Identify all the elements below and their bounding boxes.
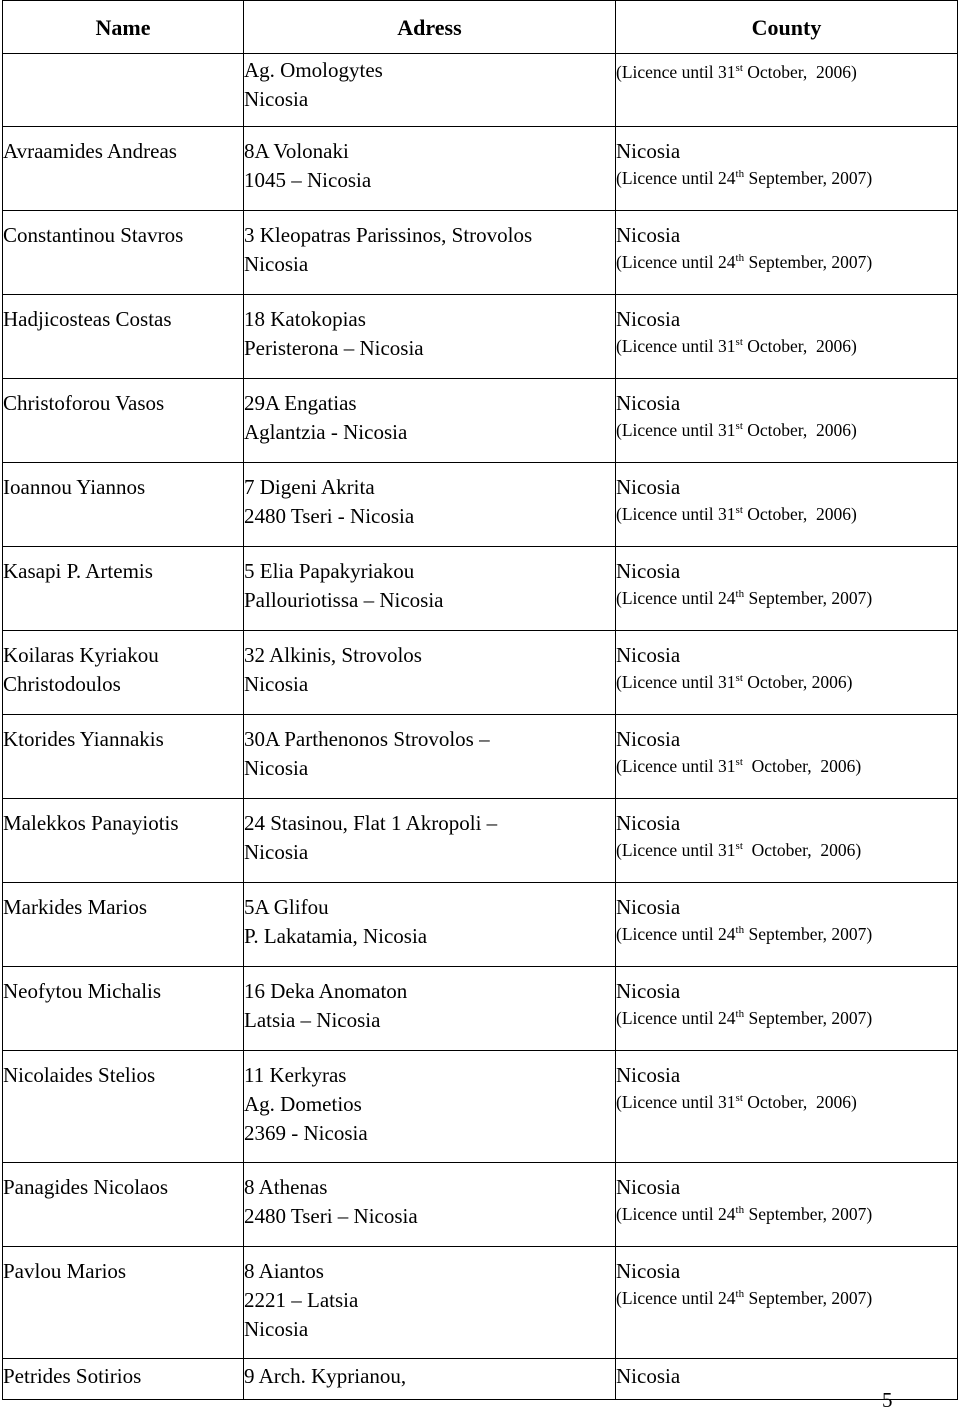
address-cell (244, 1051, 616, 1163)
address-line: 7 Digeni Akrita (244, 475, 375, 499)
table-row (3, 54, 958, 127)
address-line: Nicosia (244, 672, 309, 696)
name-line: Christoforou Vasos (3, 391, 165, 415)
table-row (3, 463, 958, 547)
licence-suffix: September, 2007) (744, 1204, 873, 1224)
table-row (3, 631, 958, 715)
header-row (3, 1, 958, 54)
licence-ordinal: st (735, 840, 743, 852)
licence-prefix: (Licence until 24 (616, 924, 736, 944)
county-cell (616, 379, 958, 463)
table-row (3, 127, 958, 211)
name-line: Markides Marios (3, 895, 148, 919)
county-cell (616, 211, 958, 295)
table-row (3, 211, 958, 295)
licence-note (616, 60, 957, 84)
licence-register-table (2, 0, 958, 1400)
table-body (3, 54, 958, 1400)
name-cell (3, 883, 244, 967)
county-cell (616, 715, 958, 799)
licence-suffix: September, 2007) (744, 588, 873, 608)
table-row (3, 799, 958, 883)
address-line: 32 Alkinis, Strovolos (244, 643, 422, 667)
licence-note (616, 922, 957, 946)
name-line: Ktorides Yiannakis (3, 727, 164, 751)
address-line: Ag. Dometios (244, 1092, 362, 1116)
address-cell (244, 631, 616, 715)
licence-prefix: (Licence until 24 (616, 1008, 736, 1028)
county-name: Nicosia (616, 643, 681, 667)
county-name: Nicosia (616, 559, 681, 583)
licence-prefix: (Licence until 31 (616, 756, 736, 776)
county-cell (616, 1247, 958, 1359)
address-line: 5A Glifou (244, 895, 329, 919)
county-cell (616, 1051, 958, 1163)
address-line: 11 Kerkyras (244, 1063, 347, 1087)
licence-suffix: September, 2007) (744, 1288, 873, 1308)
county-cell (616, 127, 958, 211)
licence-ordinal: st (735, 420, 743, 432)
licence-prefix: (Licence until 24 (616, 168, 736, 188)
county-name: Nicosia (616, 1364, 681, 1388)
licence-ordinal: th (735, 252, 745, 264)
table-row (3, 1359, 958, 1400)
licence-suffix: October, 2006) (742, 504, 857, 524)
address-cell (244, 463, 616, 547)
licence-prefix: (Licence until 31 (616, 840, 736, 860)
licence-suffix: October, 2006) (742, 420, 857, 440)
address-cell (244, 295, 616, 379)
licence-note (616, 1202, 957, 1226)
licence-ordinal: st (735, 336, 743, 348)
address-cell (244, 379, 616, 463)
licence-ordinal: th (735, 1288, 745, 1300)
table-row (3, 1163, 958, 1247)
address-line: 2369 - Nicosia (244, 1121, 368, 1145)
licence-note (616, 1286, 957, 1310)
name-line: Malekkos Panayiotis (3, 811, 179, 835)
county-name: Nicosia (616, 307, 681, 331)
name-line: Petrides Sotirios (3, 1364, 142, 1388)
name-line: Nicolaides Stelios (3, 1063, 156, 1087)
county-name: Nicosia (616, 895, 681, 919)
address-line: 2221 – Latsia (244, 1288, 359, 1312)
table-row (3, 379, 958, 463)
address-line: Nicosia (244, 87, 309, 111)
address-line: Ag. Omologytes (244, 58, 383, 82)
licence-prefix: (Licence until 31 (616, 504, 736, 524)
address-cell (244, 967, 616, 1051)
name-cell (3, 1359, 244, 1400)
address-line: 29A Engatias (244, 391, 357, 415)
licence-ordinal: st (735, 672, 743, 684)
licence-note (616, 250, 957, 274)
name-cell (3, 463, 244, 547)
table-row (3, 547, 958, 631)
name-cell (3, 379, 244, 463)
licence-prefix: (Licence until 24 (616, 588, 736, 608)
address-line: 8 Athenas (244, 1175, 328, 1199)
address-line: Nicosia (244, 840, 309, 864)
address-line: Nicosia (244, 252, 309, 276)
licence-suffix: September, 2007) (744, 924, 873, 944)
county-cell (616, 631, 958, 715)
licence-note (616, 754, 957, 778)
address-cell (244, 883, 616, 967)
licence-ordinal: th (735, 924, 745, 936)
address-line: Nicosia (244, 756, 309, 780)
name-cell (3, 211, 244, 295)
name-cell (3, 1247, 244, 1359)
name-cell (3, 127, 244, 211)
address-line: 2480 Tseri – Nicosia (244, 1204, 418, 1228)
address-cell (244, 54, 616, 127)
name-line: Constantinou Stavros (3, 223, 184, 247)
name-line: Ioannou Yiannos (3, 475, 146, 499)
address-line: Nicosia (244, 1317, 309, 1341)
name-cell (3, 547, 244, 631)
address-line: 8A Volonaki (244, 139, 349, 163)
address-line: 30A Parthenonos Strovolos – (244, 727, 490, 751)
county-cell (616, 547, 958, 631)
address-cell (244, 1163, 616, 1247)
address-cell (244, 715, 616, 799)
county-cell (616, 1163, 958, 1247)
page-number: 5 (882, 1388, 893, 1412)
licence-prefix: (Licence until 31 (616, 336, 736, 356)
county-name: Nicosia (616, 727, 681, 751)
licence-ordinal: st (735, 504, 743, 516)
county-name: Nicosia (616, 1175, 681, 1199)
licence-ordinal: th (735, 1008, 745, 1020)
address-line: 3 Kleopatras Parissinos, Strovolos (244, 223, 533, 247)
licence-suffix: October, 2006) (742, 756, 862, 776)
licence-prefix: (Licence until 31 (616, 1092, 736, 1112)
county-name: Nicosia (616, 139, 681, 163)
table-row (3, 295, 958, 379)
licence-note (616, 670, 957, 694)
licence-note (616, 838, 957, 862)
name-line: Kasapi P. Artemis (3, 559, 153, 583)
address-line: 9 Arch. Kyprianou, (244, 1364, 407, 1388)
header-name: Name (3, 1, 244, 54)
name-cell (3, 631, 244, 715)
licence-suffix: October, 2006) (742, 62, 857, 82)
licence-prefix: (Licence until 24 (616, 252, 736, 272)
county-name: Nicosia (616, 979, 681, 1003)
county-cell (616, 463, 958, 547)
address-line: 8 Aiantos (244, 1259, 324, 1283)
county-cell (616, 967, 958, 1051)
county-name: Nicosia (616, 811, 681, 835)
table-row (3, 1247, 958, 1359)
licence-ordinal: th (735, 588, 745, 600)
address-line: 1045 – Nicosia (244, 168, 372, 192)
licence-prefix: (Licence until 31 (616, 672, 736, 692)
licence-suffix: October, 2006) (742, 1092, 857, 1112)
licence-suffix: September, 2007) (744, 252, 873, 272)
name-line: Koilaras Kyriakou (3, 643, 159, 667)
name-line: Pavlou Marios (3, 1259, 127, 1283)
address-line: 16 Deka Anomaton (244, 979, 408, 1003)
name-cell (3, 54, 244, 127)
licence-note (616, 1090, 957, 1114)
licence-prefix: (Licence until 31 (616, 420, 736, 440)
name-line: Avraamides Andreas (3, 139, 177, 163)
county-name: Nicosia (616, 391, 681, 415)
licence-prefix: (Licence until 24 (616, 1288, 736, 1308)
licence-note (616, 334, 957, 358)
address-line: 24 Stasinou, Flat 1 Akropoli – (244, 811, 498, 835)
county-name: Nicosia (616, 475, 681, 499)
licence-note (616, 166, 957, 190)
county-name: Nicosia (616, 223, 681, 247)
licence-suffix: September, 2007) (744, 168, 873, 188)
address-line: Peristerona – Nicosia (244, 336, 424, 360)
licence-suffix: October, 2006) (742, 840, 862, 860)
county-name: Nicosia (616, 1259, 681, 1283)
name-cell (3, 799, 244, 883)
table-row (3, 883, 958, 967)
address-line: 18 Katokopias (244, 307, 366, 331)
address-cell (244, 211, 616, 295)
licence-suffix: September, 2007) (744, 1008, 873, 1028)
name-cell (3, 295, 244, 379)
licence-note (616, 586, 957, 610)
name-cell (3, 715, 244, 799)
name-cell (3, 1051, 244, 1163)
address-cell (244, 547, 616, 631)
licence-note (616, 418, 957, 442)
county-cell (616, 1359, 958, 1400)
address-line: Latsia – Nicosia (244, 1008, 381, 1032)
name-line: Christodoulos (3, 672, 121, 696)
table-row (3, 715, 958, 799)
address-line: P. Lakatamia, Nicosia (244, 924, 428, 948)
county-name: Nicosia (616, 1063, 681, 1087)
name-cell (3, 967, 244, 1051)
table-row (3, 967, 958, 1051)
county-cell (616, 295, 958, 379)
licence-note (616, 502, 957, 526)
address-cell (244, 1247, 616, 1359)
licence-ordinal: st (735, 62, 743, 74)
name-line: Panagides Nicolaos (3, 1175, 169, 1199)
table-row (3, 1051, 958, 1163)
name-line: Neofytou Michalis (3, 979, 162, 1003)
address-cell (244, 127, 616, 211)
header-address: Adress (244, 1, 616, 54)
name-line: Hadjicosteas Costas (3, 307, 172, 331)
licence-suffix: October, 2006) (742, 672, 853, 692)
address-line: 5 Elia Papakyriakou (244, 559, 415, 583)
county-cell (616, 883, 958, 967)
licence-ordinal: st (735, 756, 743, 768)
address-line: Aglantzia - Nicosia (244, 420, 408, 444)
licence-prefix: (Licence until 31 (616, 62, 736, 82)
name-cell (3, 1163, 244, 1247)
licence-suffix: October, 2006) (742, 336, 857, 356)
licence-ordinal: st (735, 1092, 743, 1104)
address-cell (244, 799, 616, 883)
address-line: Pallouriotissa – Nicosia (244, 588, 444, 612)
address-line: 2480 Tseri - Nicosia (244, 504, 415, 528)
county-cell (616, 799, 958, 883)
licence-ordinal: th (735, 1204, 745, 1216)
county-cell (616, 54, 958, 127)
licence-note (616, 1006, 957, 1030)
licence-prefix: (Licence until 24 (616, 1204, 736, 1224)
address-cell (244, 1359, 616, 1400)
licence-ordinal: th (735, 168, 745, 180)
header-county: County (616, 1, 958, 54)
